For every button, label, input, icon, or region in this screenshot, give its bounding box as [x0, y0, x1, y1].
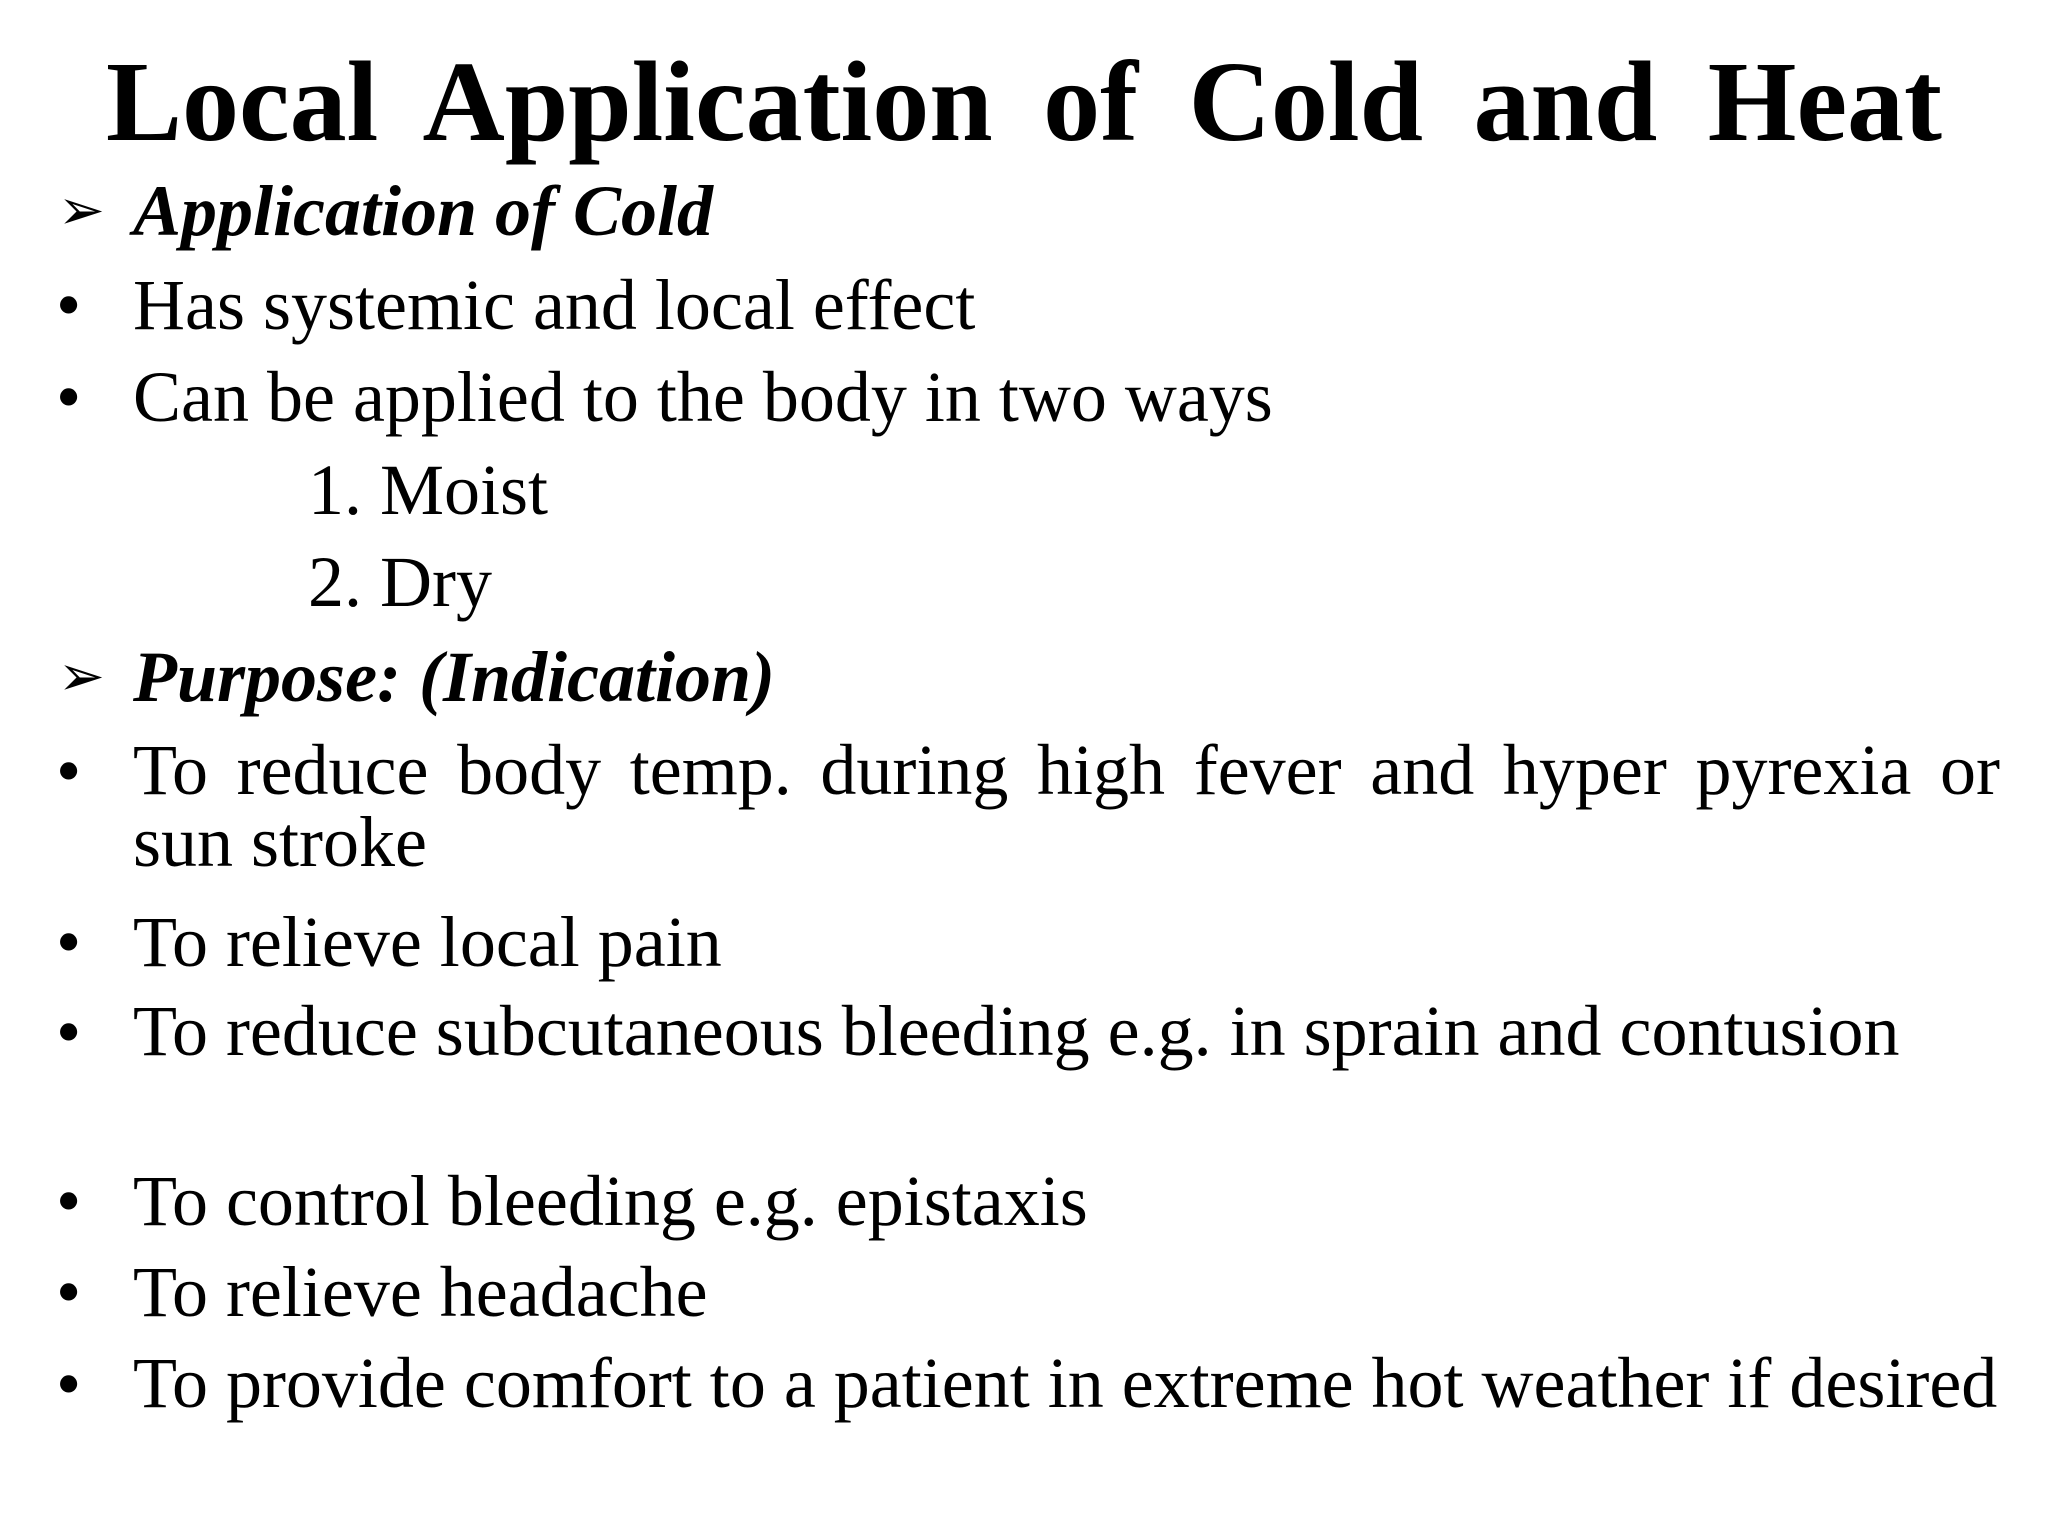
bullet-icon: • — [56, 992, 82, 1072]
sub-list-item-text: 1. Moist — [308, 450, 549, 530]
bullet-icon: • — [56, 357, 82, 437]
list-item-text: To relieve headache — [133, 1252, 708, 1332]
slide-title: Local Application of Cold and Heat — [105, 38, 1943, 165]
arrow-bullet-icon: ➢ — [58, 178, 105, 243]
bullet-icon: • — [56, 1161, 82, 1241]
section-heading-text: Application of Cold — [133, 171, 714, 251]
arrow-bullet-icon: ➢ — [58, 644, 105, 709]
list-item-text: Has systemic and local effect — [133, 265, 976, 345]
list-item-text: Can be applied to the body in two ways — [133, 357, 1273, 437]
section-heading-text: Purpose: (Indication) — [133, 637, 776, 717]
bullet-icon: • — [56, 265, 82, 345]
bullet-icon: • — [56, 902, 82, 982]
list-item-text: To relieve local pain — [133, 902, 722, 982]
bullet-icon: • — [56, 1252, 82, 1332]
sub-list-item-text: 2. Dry — [308, 542, 492, 622]
bullet-icon: • — [56, 1344, 82, 1424]
list-item-text: To reduce body temp. during high fever and hyper pyrexia or sun stroke — [133, 730, 2000, 882]
list-item-text: To reduce subcutaneous bleeding e.g. in sprain and contusion — [133, 991, 1900, 1071]
list-item-text: To control bleeding e.g. epistaxis — [133, 1161, 1088, 1241]
bullet-icon: • — [56, 731, 82, 811]
list-item-text: To provide comfort to a patient in extreme hot weather if desired — [133, 1343, 1998, 1423]
